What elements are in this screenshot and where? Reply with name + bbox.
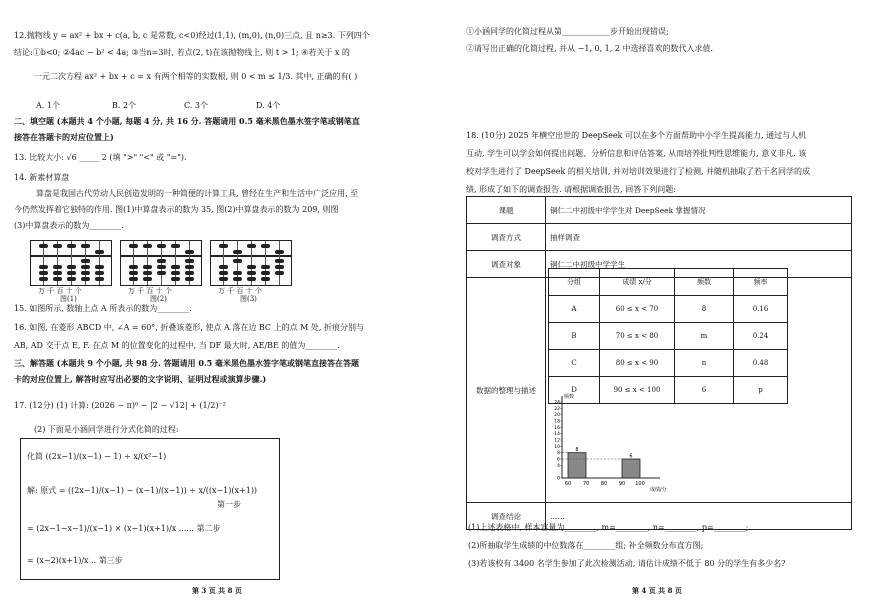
report-row-method: [467, 224, 852, 251]
freq-cell: C: [549, 350, 600, 377]
y-tick-label: 6: [557, 457, 560, 463]
section-2-heading: 二、填空题 (本题共 4 个小题, 每题 4 分, 共 16 分. 答题请用 0.5 毫米黑色墨水签字笔或钢笔直: [14, 116, 360, 126]
freq-header-row: [549, 269, 788, 296]
q16-line-1: 16. 如图, 在菱形 ABCD 中, ∠A = 60°, 折叠该菱形, 使点 A 落在边 BC 上的点 M 处, 折痕分别与: [14, 323, 364, 332]
freq-cell: n: [675, 350, 734, 377]
q18-line-4: 绩, 形成了如下的调查报告. 请根据调查报告, 回答下列问题:: [466, 185, 676, 194]
report-value-conclusion: ……: [546, 503, 852, 530]
right-page: [440, 0, 880, 608]
abacus-2: [120, 240, 202, 286]
q12-line-2: 结论:①b<0; ②4ac − b² < 4a; ③当n=3时, 若点(2, t)在该抛物线上, 则 t > 1; ④若关于 x 的: [14, 48, 350, 57]
q14-title: 14. 新素材算盘: [14, 173, 70, 182]
freq-cell: 0.16: [734, 296, 788, 323]
freq-cell: B: [549, 323, 600, 350]
q17-part-2: (2) 下面是小涵同学进行分式化简的过程:: [34, 425, 179, 434]
histogram-bar: [568, 453, 586, 478]
report-label-subject: 调查对象: [467, 251, 546, 278]
freq-row-a: [549, 296, 788, 323]
freq-cell: 80 ≤ x < 90: [600, 350, 675, 377]
histogram-bar: [622, 459, 640, 478]
question-2: (2)所抽取学生成绩的中位数落在________组; 补全频数分布直方图;: [468, 541, 704, 550]
bar-value-label: 8: [575, 447, 579, 454]
q14-line-2: 今仍然发挥着它独特的作用. 图(1)中算盘表示的数为 35, 图(2)中算盘表示的数为 209, 则图: [14, 205, 339, 214]
report-value-subject: 铜仁二中初级中学学生: [546, 251, 852, 278]
report-label-topic: 课题: [467, 197, 546, 224]
work-step-2: = (2x−1−x−1)/(x−1) × (x−1)(x+1)/x ...... 第二步: [27, 524, 221, 533]
abacus-1-caption: 图(1): [60, 295, 77, 303]
question-3: (3)若该校有 3400 名学生参加了此次检测活动, 请估计成绩不低于 80 分的学生有多少名?: [468, 559, 786, 568]
section-3-heading: 三、解答题 (本题共 9 个小题, 共 98 分. 答题请用 0.5 毫米黑色墨水签字笔或钢笔直接答在答题: [14, 358, 360, 368]
x-axis-label: 成绩/分: [650, 487, 667, 493]
work-step-1-label: 第一步: [217, 500, 241, 509]
q13: 13. 比较大小: √6 _____ 2 (填 ">" "<" 或 "=").: [14, 153, 187, 162]
q12-option-b: B. 2个: [112, 101, 137, 110]
freq-cell: p: [734, 377, 788, 404]
page-number-left: 第 3 页 共 8 页: [192, 586, 242, 595]
freq-header-score: 成绩 x/分: [600, 269, 675, 296]
q16-line-2: AB, AD 交于点 E, F. 在点 M 的位置变化的过程中, 当 DF 最大时, AE/BE 的值为________.: [14, 341, 340, 350]
freq-cell: 0.24: [734, 323, 788, 350]
frequency-histogram: [544, 392, 684, 494]
y-tick-label: 18: [554, 419, 560, 425]
q18-line-3: 校对学生进行了 DeepSeek 的相关培训, 并对培训效果进行了检测, 并随机抽取了若干名同学的成: [466, 167, 811, 176]
y-tick-label: 14: [554, 432, 560, 438]
x-tick-label: 90: [618, 481, 626, 487]
q12-line-3: 一元二次方程 ax² + bx + c = x 有两个相等的实数根, 则 0 < m ≤ 1/3. 其中, 正确的有( ): [34, 72, 358, 81]
y-tick-label: 22: [554, 406, 560, 412]
work-step-1: 解: 原式 = ((2x−1)/(x−1) − (x−1)/(x−1)) ÷ x/((x−1)(x+1)): [27, 486, 258, 495]
y-tick-label: 20: [554, 413, 560, 419]
q17-part-1: 17. (12分) (1) 计算: (2026 − π)⁰ − |2 − √12| + (1/2)⁻²: [14, 401, 226, 410]
simplification-work-box: [20, 438, 280, 580]
q14-line-3: (3)中算盘表示的数为________.: [14, 221, 124, 230]
q12-option-a: A. 1个: [36, 101, 60, 110]
report-value-method: 抽样调查: [546, 224, 852, 251]
freq-cell: m: [675, 323, 734, 350]
report-label-conclusion: 调查结论: [467, 503, 546, 530]
y-tick-label: 0: [557, 476, 560, 482]
freq-cell: 8: [675, 296, 734, 323]
q17-cont-2: ②请写出正确的化简过程, 并从 −1, 0, 1, 2 中选择喜欢的数代入求值.: [466, 44, 714, 53]
abacus-2-caption: 图(2): [150, 295, 167, 303]
q12-option-d: D. 4个: [256, 101, 281, 110]
abacus-1-labels: 万 千 百 十 个: [38, 287, 82, 295]
freq-row-c: [549, 350, 788, 377]
abacus-1: [30, 240, 112, 286]
freq-cell: 60 ≤ x < 70: [600, 296, 675, 323]
y-tick-label: 10: [554, 444, 560, 450]
y-tick-label: 4: [557, 463, 560, 469]
page-number-right: 第 4 页 共 8 页: [632, 586, 682, 595]
y-tick-label: 12: [554, 438, 560, 444]
x-tick-label: 60: [564, 481, 572, 487]
freq-header-group: 分组: [549, 269, 600, 296]
q18-line-1: 18. (10分) 2025 年横空出世的 DeepSeek 可以在多个方面帮助中小学生提高能力, 通过与人机: [466, 131, 807, 140]
freq-row-b: [549, 323, 788, 350]
q17-cont-1: ①小涵同学的化简过程从第____________步开始出现错误;: [466, 27, 669, 36]
q14-line-1: 算盘是我国古代劳动人民创造发明的一种简便的计算工具, 曾经在生产和生活中广泛应用, 至: [36, 189, 359, 198]
question-1: (1)上述表格中, 样本容量为________, m=________, n=________, p=________;: [468, 523, 749, 532]
freq-header-rate: 频率: [734, 269, 788, 296]
section-3-heading-2: 卡的对应位置上, 解答时应写出必要的文字说明、证明过程或演算步骤.): [14, 374, 267, 384]
freq-cell: 0.48: [734, 350, 788, 377]
frequency-table: [548, 268, 788, 404]
x-tick-label: 70: [582, 481, 590, 487]
y-tick-label: 24: [554, 400, 560, 406]
y-tick-label: 16: [554, 425, 560, 431]
work-step-3: = (x−2)(x+1)/x .. 第三步: [27, 556, 123, 565]
report-label-data: 数据的整理与描述: [467, 278, 546, 503]
y-axis-label: 频数: [564, 394, 575, 400]
freq-header-count: 频数: [675, 269, 734, 296]
y-tick-label: 8: [557, 451, 560, 457]
bar-value-label: 6: [629, 453, 633, 460]
freq-cell: D: [549, 377, 600, 404]
q15: 15. 如图所示, 数轴上点 A 所表示的数为________.: [14, 304, 192, 313]
q12-line-1: 12.抛物线 y = ax² + bx + c(a, b, c 是常数, c<0)经过(1,1), (m,0), (n,0)三点, 且 n≥3. 下列四个: [14, 31, 370, 40]
freq-cell: A: [549, 296, 600, 323]
freq-cell: 6: [675, 377, 734, 404]
report-row-topic: [467, 197, 852, 224]
abacus-3: [210, 240, 292, 286]
x-tick-label: 100: [635, 481, 645, 487]
work-step-0: 化简 ((2x−1)/(x−1) − 1) ÷ x/(x²−1): [27, 452, 167, 461]
abacus-2-labels: 万 千 百 十 个: [128, 287, 172, 295]
x-tick-label: 80: [600, 481, 608, 487]
freq-cell: 90 ≤ x < 100: [600, 377, 675, 404]
abacus-3-caption: 图(3): [240, 295, 257, 303]
q12-option-c: C. 3个: [184, 101, 209, 110]
section-2-heading-2: 接答在答题卡的对应位置上): [14, 132, 114, 142]
report-label-method: 调查方式: [467, 224, 546, 251]
q18-line-2: 互动, 学生可以学会如何提出问题、分析信息和评估答案, 从而培养批判性思维能力, 意义非凡. 该: [466, 149, 807, 158]
report-value-topic: 铜仁二中初级中学学生对 DeepSeek 掌握情况: [546, 197, 852, 224]
abacus-3-labels: 万 千 百 十 个: [218, 287, 262, 295]
freq-cell: 70 ≤ x < 80: [600, 323, 675, 350]
